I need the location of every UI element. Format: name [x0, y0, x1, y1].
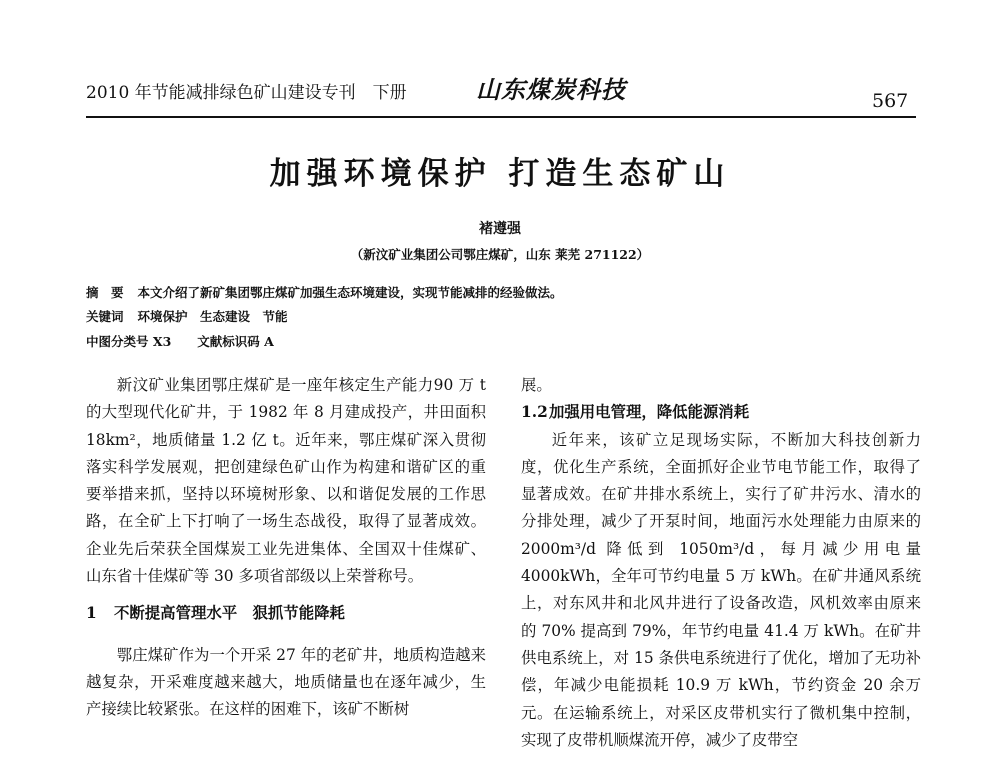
section-1-2-paragraph: 近年来，该矿立足现场实际，不断加大科技创新力度，优化生产系统，全面抓好企业节电节能工作，取得了显著成效。在矿井排水系统上，实行了矿井污水、清水的分排处理，减少了开泵时间，地面污水处理能力由原来的 2000m³/d 降低到 1050m³/d，每月减少用电量 4000kWh，全年可节约电量 5 万 kWh。在矿井通风系统上，对东风井和北风井进行了设备改造，风机效率由原来的 70% 提高到 79%，年节约电量 41.4 万 kWh。在矿井供电系统上，对 15 条供电系统进行了优化，增加了无功补偿，年减少电能损耗 10.9 万 kWh，节约资金 20 余万元。在运输系统上，对采区皮带机实行了微机集中控制，实现了皮带机顺煤流开停，减少了皮带空	[521, 430, 921, 749]
section-1-title: 不断提高管理水平 狠抓节能降耗	[114, 604, 345, 623]
abstract-text: 本文介绍了新矿集团鄂庄煤矿加强生态环境建设，实现节能减排的经验做法。	[137, 285, 563, 300]
keywords-text: 环境保护 生态建设 节能	[137, 309, 288, 324]
classification	[86, 332, 274, 350]
section-1-paragraph: 鄂庄煤矿作为一个开采 27 年的老矿井，地质构造越来越复杂，开采难度越来越大，地质储量也在逐年减少，生产接续比较紧张。在这样的困难下，该矿不断树	[86, 645, 486, 719]
right-column	[521, 372, 921, 754]
section-1-2-heading	[521, 399, 921, 426]
page-number: 567	[872, 90, 909, 112]
intro-paragraph: 新汶矿业集团鄂庄煤矿是一座年核定生产能力90 万 t 的大型现代化矿井，于 1982 年 8 月建成投产，井田面积18km²，地质储量 1.2 亿 t。近年来，鄂庄煤矿深入贯彻落实科学发展观，把创建绿色矿山作为构建和谐矿区的重要举措来抓，坚持以环境树形象、以和谐促发展的工作思路，在全矿上下打响了一场生态战役，取得了显著成效。企业先后荣获全国煤炭工业先进集体、全国双十佳煤矿、山东省十佳煤矿等 30 多项省部级以上荣誉称号。	[86, 376, 486, 586]
doc-id-value: A	[264, 334, 274, 349]
journal-issue: 2010 年节能减排绿色矿山建设专刊 下册	[86, 83, 407, 103]
keywords	[86, 307, 288, 325]
doc-id-label: 文献标识码	[197, 334, 260, 349]
header-rule	[86, 116, 916, 118]
article-title: 加强环境保护 打造生态矿山	[269, 156, 731, 192]
class-label: 中图分类号	[86, 334, 149, 349]
section-1-2-number: 1.2	[521, 403, 548, 422]
left-column	[86, 372, 486, 724]
section-1-2-title: 加强用电管理，降低能源消耗	[549, 403, 750, 422]
journal-logo: 山东煤炭科技	[476, 75, 626, 104]
section-1-number: 1	[86, 604, 97, 623]
abstract	[86, 283, 563, 301]
class-value: X3	[152, 334, 172, 349]
section-1-heading	[86, 600, 486, 627]
abstract-label: 摘 要	[86, 285, 124, 300]
affiliation: （新汶矿业集团公司鄂庄煤矿，山东 莱芜 271122）	[350, 247, 650, 262]
keywords-label: 关键词	[86, 309, 124, 324]
carry-over-text: 展。	[521, 376, 552, 394]
author: 褚遵强	[479, 221, 521, 237]
